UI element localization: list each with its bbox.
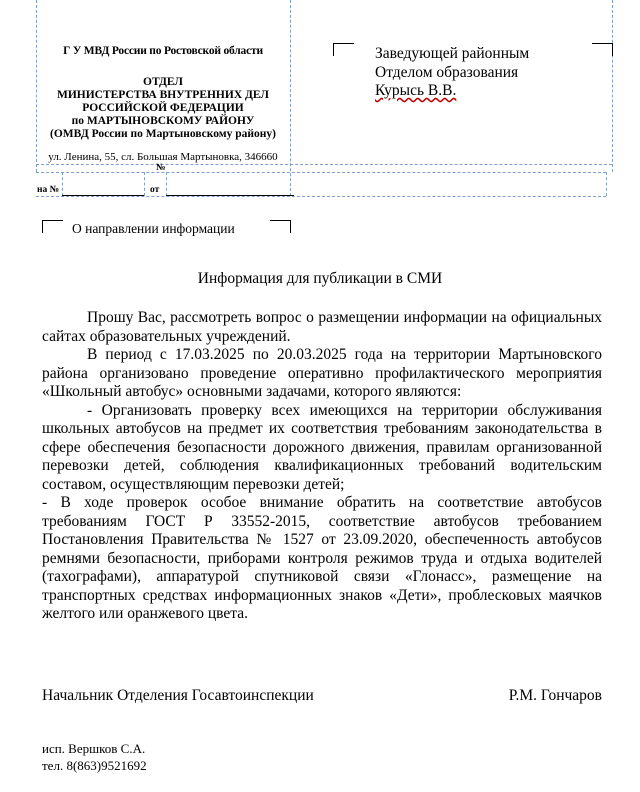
org-top-line: Г У МВД России по Ростовской области xyxy=(63,45,263,57)
body-paragraph: - В ходе проверок особое внимание обратить на соответствие автобусов требованиям ГОСТ Р 33552-2015, соответствие автобусов требованием Постановления Правительства № 1527 от 23.09.2020, обеспеченность автобусов ремнями безопасности, приборами контроля режимов труда и отдыха водителей (тахографами), аппаратурой спутниковой связи «Глонасс», размещение на транспортных средствах информационных знаков «Дети», проблесковых маячков желтого или оранжевого цвета. xyxy=(42,494,602,622)
addressee-block xyxy=(375,45,529,101)
executor-name: исп. Вершков С.А. xyxy=(42,741,146,756)
org-address: ул. Ленина, 55, сл. Большая Мартыновка, 346660 xyxy=(48,151,278,163)
table-guide xyxy=(36,196,606,197)
addressee-corner-right xyxy=(592,43,613,56)
addressee-line: Заведующей районным xyxy=(375,45,530,62)
org-line: МИНИСТЕРСТВА ВНУТРЕННИХ ДЕЛ xyxy=(56,89,270,101)
org-line: по МАРТЫНОВСКОМУ РАЙОНУ xyxy=(71,115,255,127)
reply-to-number-label: на № xyxy=(37,185,60,195)
subject-corner-left xyxy=(42,220,63,233)
subject-corner-right xyxy=(270,220,291,233)
executor-block xyxy=(42,740,147,774)
body-paragraph: В период с 17.03.2025 по 20.03.2025 года на территории Мартыновского района организовано проведение оперативно профилактического мероприятия «Школьный автобус» основными задачами, которого являются: xyxy=(42,346,602,400)
org-line: (ОМВД России по Мартыновскому району) xyxy=(50,128,276,140)
document-title: Информация для публикации в СМИ xyxy=(197,270,443,287)
signature-name: Р.М. Гончаров xyxy=(508,687,602,704)
subject-line: О направлении информации xyxy=(72,221,235,236)
reply-number-field xyxy=(62,195,144,196)
table-guide xyxy=(36,172,606,173)
body-paragraph: - Организовать проверку всех имеющихся на территории обслуживания школьных автобусов на предмет их соответствия требованиям законодательства в сфере обеспечения безопасности дорожного движения, правилам организованной перевозки детей, соблюдения квалификационных требований водительским составом, осуществляющим перевозки детей; xyxy=(42,401,602,493)
addressee-line: Отделом образования xyxy=(375,63,519,81)
body-paragraph: Прошу Вас, рассмотреть вопрос о размещении информации на официальных сайтах образовательных учреждений. xyxy=(42,309,602,345)
table-guide xyxy=(290,0,291,196)
org-header xyxy=(36,0,290,172)
table-guide xyxy=(166,172,167,196)
table-guide xyxy=(62,172,63,196)
number-label: № xyxy=(156,163,166,173)
table-guide xyxy=(612,0,613,172)
date-field xyxy=(166,195,294,196)
table-guide xyxy=(606,172,607,196)
executor-phone: тел. 8(863)9521692 xyxy=(42,758,147,773)
org-name-block xyxy=(36,76,290,141)
org-line: ОТДЕЛ xyxy=(143,76,183,88)
addressee-corner-left xyxy=(333,43,354,56)
addressee-name: Курысь В.В. xyxy=(375,82,457,99)
table-guide xyxy=(144,172,145,196)
signature-position: Начальник Отделения Госавтоинспекции xyxy=(42,687,314,704)
org-line: РОССИЙСКОЙ ФЕДЕРАЦИИ xyxy=(82,102,244,114)
document-body xyxy=(42,309,602,624)
date-label: от xyxy=(150,185,160,195)
